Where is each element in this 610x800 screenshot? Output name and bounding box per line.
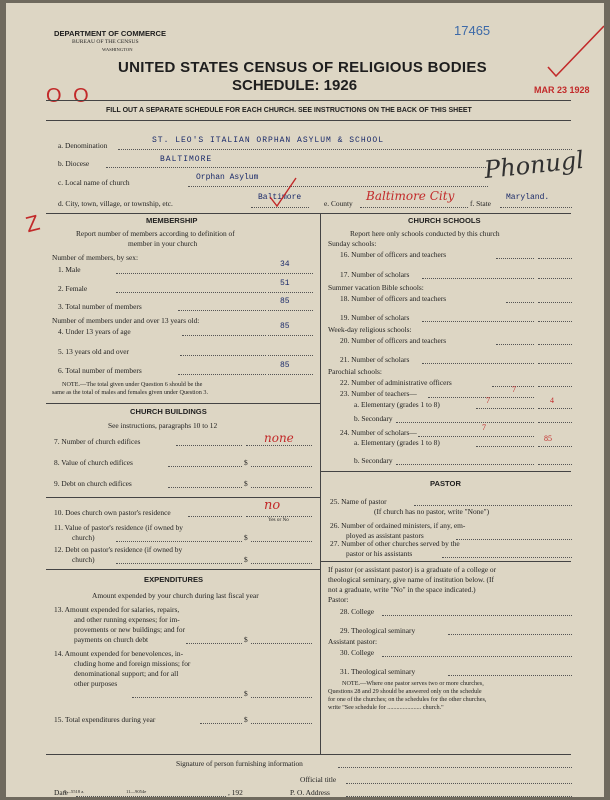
label-county: e. County [324,199,353,208]
label-city: d. City, town, village, or township, etc. [58,199,173,208]
parochial-schools-label: Parochial schools: [328,367,382,376]
question-24: 24. Number of scholars— [340,428,417,437]
po-address-label: P. O. Address [290,788,330,797]
question-15: 15. Total expenditures during year [54,715,156,724]
buildings-instructions: See instructions, paragraphs 10 to 12 [108,421,218,430]
question-12-line-1: 12. Debt on pastor's residence (if owned by [54,545,183,554]
official-title-label: Official title [300,775,337,784]
question-24b: b. Secondary [354,456,393,465]
question-3: 3. Total number of members [58,302,142,311]
form-subtitle: SCHEDULE: 1926 [232,77,358,94]
question-10: 10. Does church own pastor's residence [54,508,171,517]
question-20: 20. Number of officers and teachers [340,336,447,345]
question-24a: a. Elementary (grades 1 to 8) [354,438,440,447]
question-23: 23. Number of teachers— [340,389,417,398]
question-14-line-4: other purposes [74,679,118,688]
question-25: 25. Name of pastor [330,497,387,506]
label-diocese: b. Diocese [58,159,90,168]
question-18: 18. Number of officers and teachers [340,294,447,303]
form-code: 8—5518 a. [64,789,85,794]
check-mark-icon [268,175,298,209]
pastor-note-line-2: Questions 28 and 29 should be answered only on the schedule [328,688,482,695]
assistant-pastor-label: Assistant pastor: [328,637,378,646]
pastor-heading: PASTOR [430,479,461,488]
handwritten-mark-oo: O O [46,85,92,107]
dollar-sign: $ [244,715,248,724]
dollar-sign: $ [244,635,248,644]
expenditures-intro: Amount expended by your church during last fiscal year [92,591,259,600]
question-26-line-2: ployed as assistant pastors [346,531,424,540]
answer-23a-total: 4 [550,396,554,405]
summer-schools-label: Summer vacation Bible schools: [328,283,424,292]
question-4: 4. Under 13 years of age [58,327,131,336]
membership-by-sex: Number of members, by sex: [52,253,138,262]
pastor-note-line-1: NOTE.—Where one pastor serves two or more churches, [342,680,484,687]
year-label: , 192 [228,788,243,797]
question-25-hint: (If church has no pastor, write "None") [374,507,490,516]
question-9: 9. Debt on church edifices [54,479,132,488]
question-26-line-1: 26. Number of ordained ministers, if any, em- [330,521,466,530]
question-29: 29. Theological seminary [340,626,416,635]
question-22: 22. Number of administrative officers [340,378,452,387]
question-7: 7. Number of church edifices [54,437,141,446]
yes-or-no-hint: Yes or No [268,517,289,523]
schedule-number: 17465 [454,23,491,38]
question-14-line-2: cluding home and foreign missions; for [74,659,191,668]
pastor-graduate-line-2: theological seminary, give name of institution below. (If [328,575,494,584]
dollar-sign: $ [244,479,248,488]
question-1: 1. Male [58,265,81,274]
value-local-name: Orphan Asylum [196,173,259,182]
question-13-line-2: and other running expenses; for im- [74,615,180,624]
handwritten-mark-left: Z [23,209,43,238]
question-6: 6. Total number of members [58,366,142,375]
value-county: Baltimore City [366,189,455,203]
pastor-graduate-line-1: If pastor (or assistant pastor) is a graduate of a college or [328,565,497,574]
answer-2: 51 [280,279,290,288]
answer-7: none [264,431,294,445]
signature-label: Signature of person furnishing information [176,759,303,768]
dollar-sign: $ [244,555,248,564]
question-19: 19. Number of scholars [340,313,410,322]
pastor-sub-label: Pastor: [328,595,349,604]
department-name: DEPARTMENT OF COMMERCE [54,29,167,38]
handwritten-signature-phonugl: Phonugl [482,145,586,185]
value-diocese: BALTIMORE [160,155,213,164]
schools-heading: CHURCH SCHOOLS [408,216,481,225]
answer-23a: 7 [486,396,490,405]
answer-23: 7 [512,385,516,394]
membership-note-2: same as the total of males and females given under Question 3. [52,389,209,396]
question-13-line-4: payments on church debt [74,635,149,644]
received-stamp: MAR 23 1928 [534,85,590,95]
schools-intro: Report here only schools conducted by this church [350,229,500,238]
question-11-line-1: 11. Value of pastor's residence (if owned by [54,523,183,532]
membership-age-label: Number of members under and over 13 years old: [52,316,200,325]
membership-intro-2: member in your church [128,239,198,248]
pastor-note-line-4: write "See schedule for ...................... church." [328,704,444,711]
question-31: 31. Theological seminary [340,667,416,676]
dollar-sign: $ [244,458,248,467]
expenditures-heading: EXPENDITURES [144,575,204,584]
value-state: Maryland. [506,193,550,202]
question-14-line-3: denominational support; and for all [74,669,179,678]
membership-intro-1: Report number of members according to definition of [76,229,235,238]
dollar-sign: $ [244,689,248,698]
weekday-schools-label: Week-day religious schools: [328,325,412,334]
label-denomination: a. Denomination [58,141,108,150]
value-city: Baltimore [258,193,302,202]
sunday-schools-label: Sunday schools: [328,239,377,248]
pastor-note-line-3: for one of the churches; on the schedules for the other churches, [328,696,487,703]
question-14-line-1: 14. Amount expended for benevolences, in- [54,649,184,658]
question-27-line-2: pastor or his assistants [346,549,413,558]
question-8: 8. Value of church edifices [54,458,133,467]
answer-1: 34 [280,260,290,269]
question-12-line-2: church) [72,555,95,564]
value-denomination: ST. LEO'S ITALIAN ORPHAN ASYLUM & SCHOOL [152,136,385,145]
dollar-sign: $ [244,533,248,542]
question-16: 16. Number of officers and teachers [340,250,447,259]
question-13-line-1: 13. Amount expended for salaries, repairs, [54,605,180,614]
membership-note-1: NOTE.—The total given under Question 6 should be the [62,381,203,388]
print-code: 11—9054e [126,789,147,794]
question-17: 17. Number of scholars [340,270,410,279]
census-form [6,3,604,797]
form-title: UNITED STATES CENSUS OF RELIGIOUS BODIES [118,59,487,76]
instructions-line: FILL OUT A SEPARATE SCHEDULE FOR EACH CHURCH. SEE INSTRUCTIONS ON THE BACK OF THIS SHEET [106,107,472,114]
question-2: 2. Female [58,284,88,293]
question-21: 21. Number of scholars [340,355,410,364]
question-23a: a. Elementary (grades 1 to 8) [354,400,440,409]
label-state: f. State [470,199,491,208]
question-5: 5. 13 years old and over [58,347,130,356]
question-27-line-1: 27. Number of other churches served by the [330,539,460,548]
location-name: WASHINGTON [102,47,133,52]
check-mark-icon [546,23,604,78]
question-23b: b. Secondary [354,414,393,423]
answer-6: 85 [280,361,290,370]
answer-4: 85 [280,322,290,331]
bureau-name: BUREAU OF THE CENSUS [72,39,139,45]
answer-10: no [264,498,281,513]
buildings-heading: CHURCH BUILDINGS [130,407,207,416]
answer-3: 85 [280,297,290,306]
question-13-line-3: provements or new buildings; and for [74,625,186,634]
question-30: 30. College [340,648,375,657]
membership-heading: MEMBERSHIP [146,216,198,225]
question-28: 28. College [340,607,375,616]
question-11-line-2: church) [72,533,95,542]
date-label: Date [54,788,68,797]
label-local-name: c. Local name of church [58,178,130,187]
answer-24a-total: 85 [544,434,552,443]
pastor-graduate-line-3: not a graduate, write "No" in the space indicated.) [328,585,476,594]
answer-24: 7 [482,423,486,432]
